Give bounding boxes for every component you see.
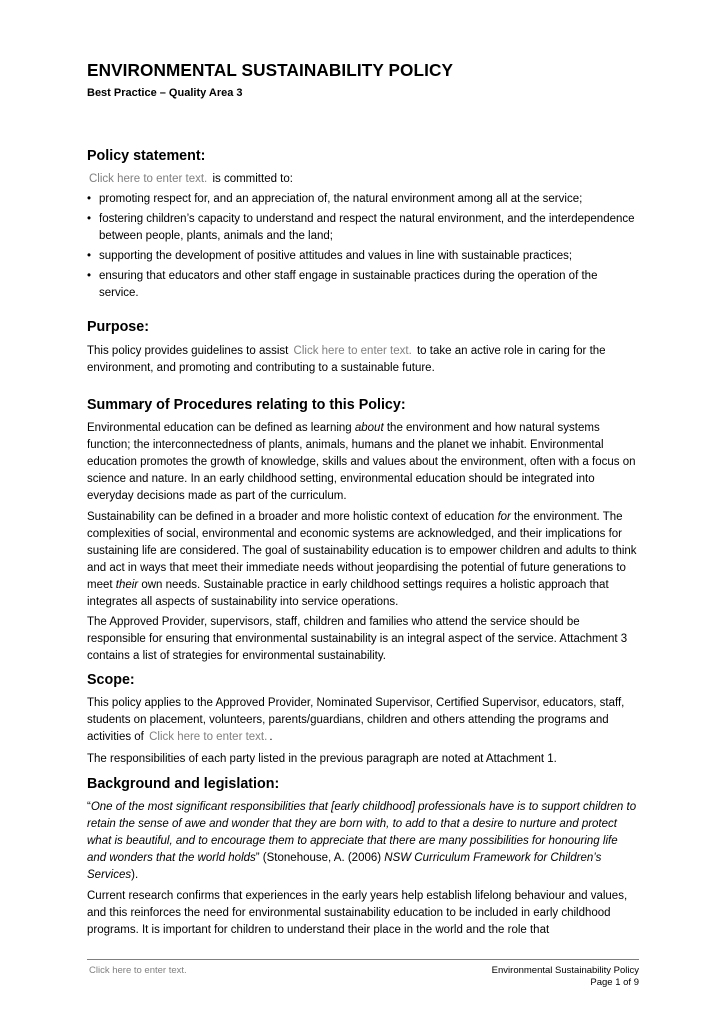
text-run: “ — [87, 801, 91, 813]
purpose-text-end: to take an active role in caring for the environment, and promoting and contributing to a sustainable future. — [87, 345, 606, 374]
quote-text: One of the most significant responsibilities that [early childhood] professionals have is to support children to retain the sense of awe and wonder that they are born with, to add to that a desire to nurture and protect what is beautiful, and to encourage them to appreciate that there are many possibilities for honouring life and wonders that the world holds — [87, 801, 637, 864]
text-run: ). — [131, 869, 139, 881]
emphasis-for: for — [497, 511, 511, 523]
text-run: the environment and how natural systems function; the interconnectedness of plants, animals, humans and the planet we inhabit. Environmental education promotes the growth of knowledge, skills and values about the environment, often with a focus on science and nature. In an early childhood setting, environmental education should be integrated into everyday decisions made as part of the curriculum. — [87, 422, 636, 502]
list-item: • promoting respect for, and an appreciation of, the natural environment among all at the service; — [87, 191, 639, 208]
scope-paragraph-2: The responsibilities of each party listed in the previous paragraph are noted at Attachment 1. — [87, 753, 557, 765]
text-run: own needs. Sustainable practice in early childhood settings requires a holistic approach that integrates all aspects of sustainability into service operations. — [87, 579, 609, 608]
purpose-text-start: This policy provides guidelines to assist — [87, 345, 292, 357]
text-run: . — [269, 731, 273, 743]
quote-source: NSW Curriculum Framework for Children’s Services — [87, 852, 602, 881]
purpose-heading: Purpose: — [87, 319, 149, 335]
background-paragraph-2: Current research confirms that experiences in the early years help establish lifelong behaviour and values, and this reinforces the need for environmental sustainability education to be included in early childhood programs. It is important for children to understand their place in the world and the role that — [87, 890, 628, 936]
background-quote — [87, 799, 639, 884]
emphasis-their: their — [115, 579, 139, 591]
text-run: ” (Stonehouse, A. (2006) — [255, 852, 385, 864]
placeholder-service-name[interactable]: Click here to enter text. — [293, 345, 412, 357]
list-item: • ensuring that educators and other staff engage in sustainable practices during the operation of the service. — [87, 268, 639, 302]
scope-heading: Scope: — [87, 672, 135, 688]
footer-placeholder[interactable]: Click here to enter text. — [89, 965, 187, 976]
scope-paragraph-1 — [87, 695, 639, 746]
policy-statement-heading: Policy statement: — [87, 148, 206, 164]
text-run: This policy applies to the Approved Provider, Nominated Supervisor, Certified Supervisor, educators, staff, students on placement, volunteers, parents/guardians, children and others attending the programs and activities of — [87, 697, 625, 743]
list-item: • supporting the development of positive attitudes and values in line with sustainable practices; — [87, 248, 639, 265]
footer-divider — [87, 959, 639, 960]
summary-paragraph-2 — [87, 509, 639, 611]
footer-document-title: Environmental Sustainability Policy — [491, 965, 639, 976]
list-item: • fostering children’s capacity to understand and respect the natural environment, and the interdependence between people, plants, animals and the land; — [87, 211, 639, 245]
placeholder-service-name[interactable]: Click here to enter text. — [89, 173, 208, 185]
policy-statement-intro — [87, 171, 639, 188]
footer-page-number: Page 1 of 9 — [590, 977, 639, 988]
summary-heading: Summary of Procedures relating to this Policy: — [87, 397, 406, 413]
policy-statement-list — [87, 191, 639, 305]
background-heading: Background and legislation: — [87, 776, 280, 792]
summary-paragraph-1 — [87, 420, 639, 505]
text-run: the environment. The complexities of social, environmental and economic systems are acknowledged, and their implications for sustaining life are considered. The goal of sustainability education is to empower children and adults to think and act in ways that meet their immediate needs without jeopardising the potential of future generations to meet — [87, 511, 637, 591]
placeholder-service-name[interactable]: Click here to enter text. — [149, 731, 268, 743]
document-title: ENVIRONMENTAL SUSTAINABILITY POLICY — [87, 60, 454, 80]
summary-paragraph-3: The Approved Provider, supervisors, staff, children and families who attend the service should be responsible for ensuring that environmental sustainability is an integral aspect of the service. Attachment 3 contains a list of strategies for environmental sustainability. — [87, 616, 628, 662]
footer-info — [492, 965, 639, 989]
intro-text: is committed to: — [209, 173, 293, 185]
text-run: Environmental education can be defined as learning — [87, 422, 355, 434]
text-run: Sustainability can be defined in a broader and more holistic context of education — [87, 511, 498, 523]
purpose-text — [87, 343, 639, 377]
emphasis-about: about — [354, 422, 384, 434]
document-subtitle: Best Practice – Quality Area 3 — [87, 87, 243, 99]
